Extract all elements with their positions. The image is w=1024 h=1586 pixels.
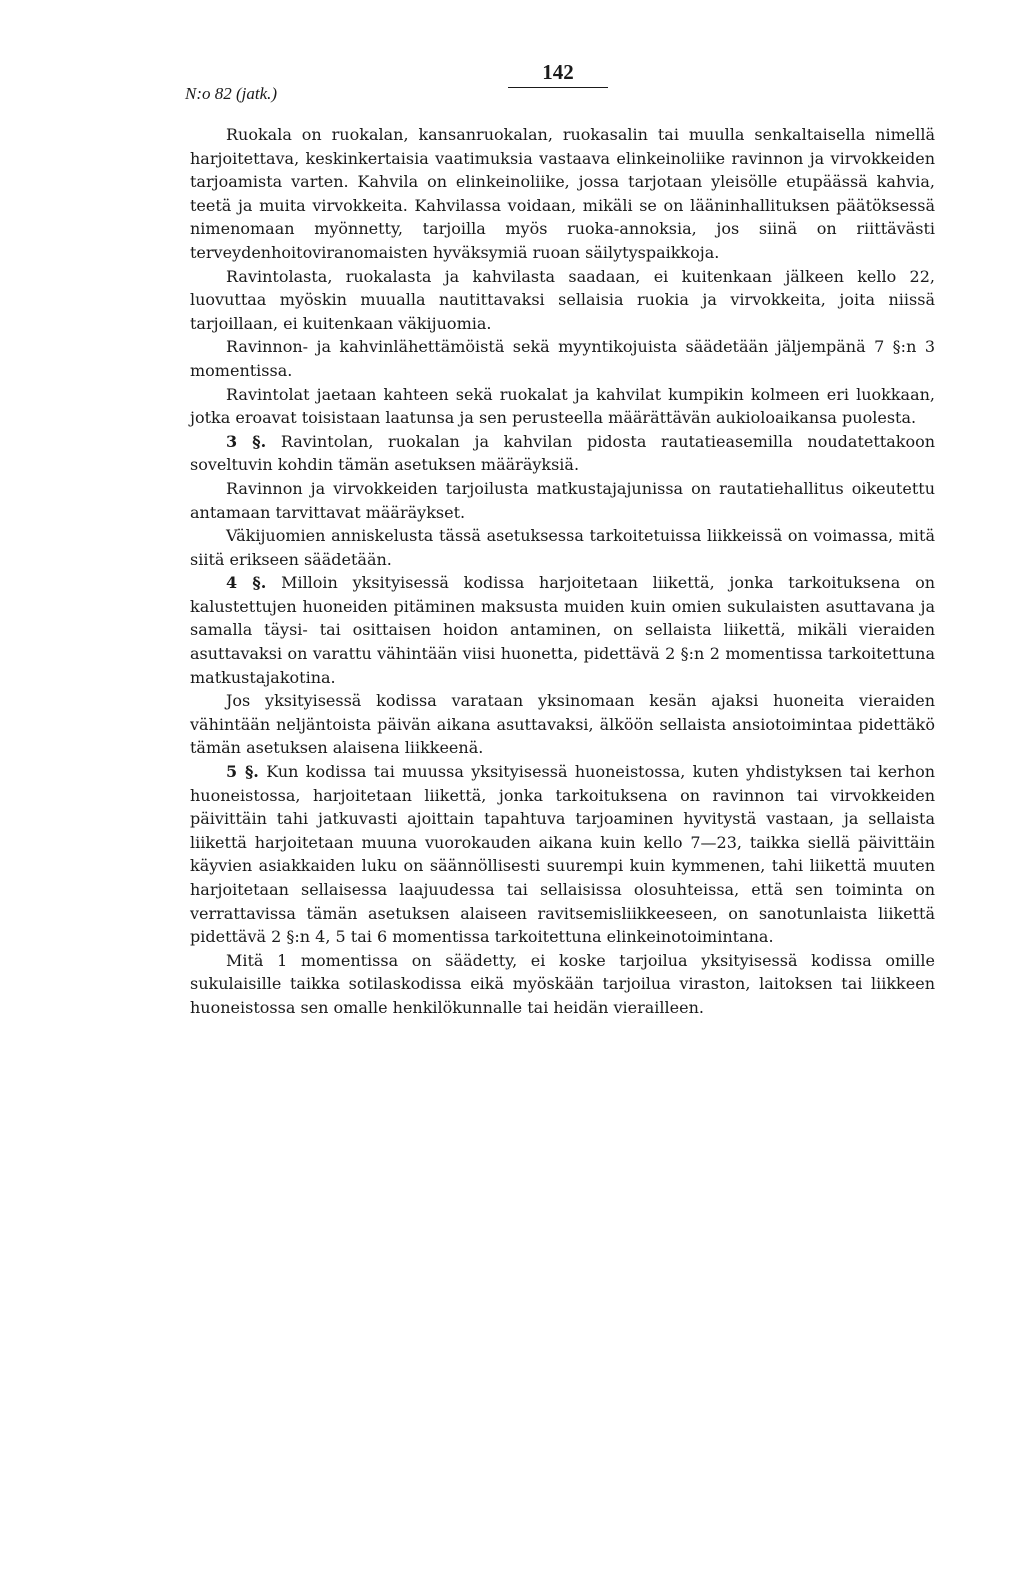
paragraph-text: Ravintolan, ruokalan ja kahvilan pidosta rautatieasemilla noudatettakoon soveltuvin kohdin tämän asetuksen määräyksiä. [190, 431, 936, 475]
section-paragraph [190, 760, 935, 949]
paragraph [190, 689, 935, 760]
paragraph-text: Ravintolasta, ruokalasta ja kahvilasta saadaan, ei kuitenkaan jälkeen kello 22, luovuttaa myöskin muualla nautittavaksi sellaisia ruokia ja virvokkeita, joita niissä tarjoillaan, ei kuitenkaan väkijuomia. [190, 266, 935, 333]
section-paragraph [190, 571, 935, 689]
paragraph-text: Ravinnon- ja kahvinlähettämöistä sekä myyntikojuista säädetään jäljempänä 7 §:n 3 momentissa. [190, 337, 935, 380]
running-head: N:o 82 (jatk.) [185, 84, 278, 103]
paragraph-text: Kun kodissa tai muussa yksityisessä huoneistossa, kuten yhdistyksen tai kerhon huoneistossa, harjoitetaan liikettä, jonka tarkoituksena on ravinnon tai virvokkeiden päivittäin tahi jatkuvasti ajoittain tapahtuva tarjoaminen hyvitystä vastaan, ja sellaista liikettä harjoitetaan muuna vuorokauden aikana kuin kello 7—23, taikka siellä päivittäin käyvien asiakkaiden luku on säännöllisesti suurempi kuin kymmenen, tahi liikettä muuten harjoitetaan sellaisessa laajuudessa tai sellaisissa olosuhteissa, että sen toiminta on verrattavissa tämän asetuksen alaiseen ravitsemisliikkeeseen, on sanotunlaista liikettä pidettävä 2 §:n 4, 5 tai 6 momentissa tarkoitettuna elinkeinotoimintana. [190, 762, 936, 947]
paragraph-text: Ruokala on ruokalan, kansanruokalan, ruokasalin tai muulla senkaltaisella nimellä harjoitettava, keskinkertaisia vaatimuksia vastaava elinkeinoliike ravinnon ja virvokkeiden tarjoamista varten. Kahvila on elinkeinoliike, jossa tarjotaan yleisölle etupäässä kahvia, teetä ja muita virvokkeita. Kahvilassa voidaan, mikäli se on lääninhallituksen päätöksessä nimenomaan myönnetty, tarjoilla myös ruoka-annoksia, jos siinä on riittävästi terveydenhoitoviranomaisten hyväksymiä ruoan säilytyspaikkoja. [190, 125, 935, 262]
paragraph-text: Jos yksityisessä kodissa varataan yksinomaan kesän ajaksi huoneita vieraiden vähintään neljäntoista päivän aikana asuttavaksi, älköön sellaista ansiotoimintaa pidettäkö tämän asetuksen alaisena liikkeenä. [190, 691, 935, 758]
paragraph [190, 265, 935, 336]
paragraph [190, 383, 935, 430]
paragraph [190, 123, 935, 265]
paragraph [190, 524, 935, 571]
paragraph-text: Mitä 1 momentissa on säädetty, ei koske tarjoilua yksityisessä kodissa omille sukulaisille taikka sotilaskodissa eikä myöskään tarjoilua viraston, laitoksen tai liikkeen huoneistossa sen omalle henkilökunnalle tai heidän vierailleen. [190, 950, 935, 1017]
page-number: 142 [508, 60, 608, 88]
paragraph [190, 335, 935, 382]
body-text [190, 123, 935, 1020]
paragraph-text: Milloin yksityisessä kodissa harjoitetaan liikettä, jonka tarkoituksena on kalustettujen huoneiden pitäminen maksusta muiden kuin omien sukulaisten asuttavana ja samalla täysi- tai osittaisen hoidon antaminen, on sellaista liikettä, mikäli vieraiden asuttavaksi on varattu vähintään viisi huonetta, pidettävä 2 §:n 2 momentissa tarkoitettuna matkustajakotina. [190, 573, 936, 687]
section-marker: 4 §. [226, 573, 267, 593]
paragraph [190, 477, 935, 524]
section-marker: 3 §. [226, 431, 267, 451]
paragraph-text: Ravinnon ja virvokkeiden tarjoilusta matkustajajunissa on rautatiehallitus oikeutettu antamaan tarvittavat määräykset. [190, 478, 935, 522]
section-paragraph [190, 430, 935, 477]
paragraph-text: Ravintolat jaetaan kahteen sekä ruokalat ja kahvilat kumpikin kolmeen eri luokkaan, jotka eroavat toisistaan laatunsa ja sen perusteella määrättävän aukioloaikansa puolesta. [190, 384, 935, 428]
paragraph [190, 949, 935, 1020]
paragraph-text: Väkijuomien anniskelusta tässä asetuksessa tarkoitetuissa liikkeissä on voimassa, mitä siitä erikseen säädetään. [190, 526, 935, 569]
section-marker: 5 §. [226, 762, 259, 782]
